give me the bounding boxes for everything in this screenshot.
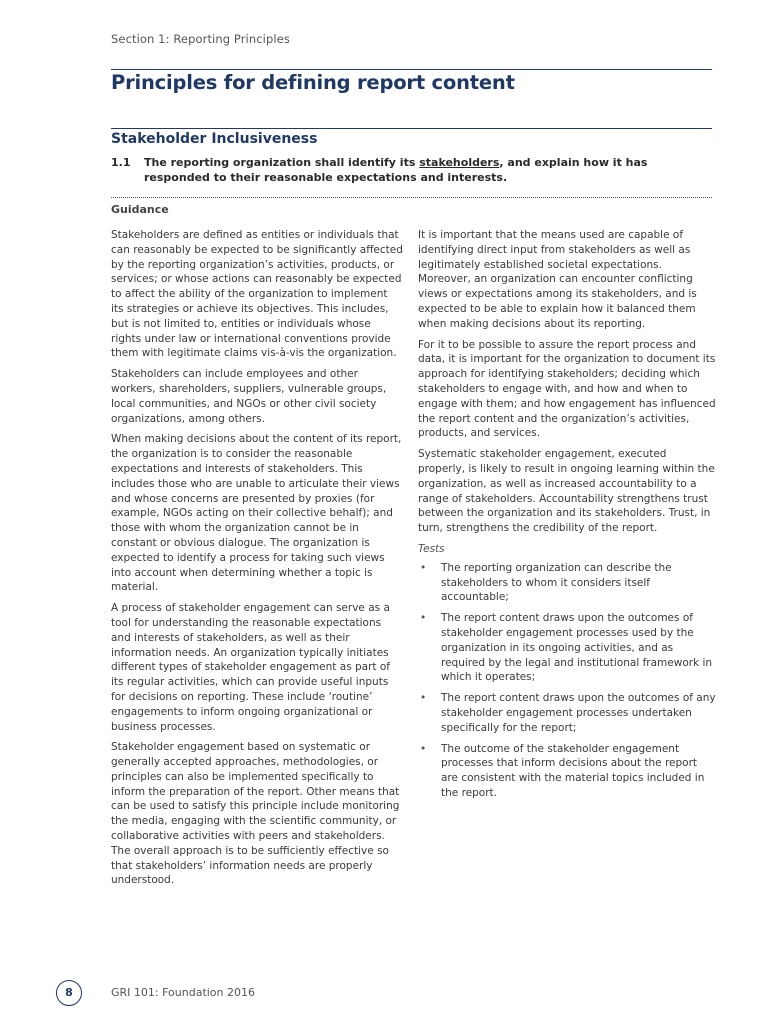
bullet-icon: •: [420, 561, 427, 574]
paragraph: A process of stakeholder engagement can serve as a tool for understanding the reasonable expectations and interests of stakeholders, as well as their information needs. An organization typically initiates different types of stakeholder engagement as part of its regular activities, which can provide useful inputs for decisions on reporting. These include ‘routine’ engagements to inform ongoing organizational or business processes.: [111, 602, 390, 733]
requirement-number: 1.1: [111, 156, 131, 169]
test-item: [418, 691, 716, 735]
test-item: [418, 561, 716, 605]
subtitle-rule: [111, 128, 712, 129]
title-rule: [111, 69, 712, 70]
test-text: The report content draws upon the outcomes of any stakeholder engagement processes undertaken specifically for the report;: [441, 692, 716, 734]
bullet-icon: •: [420, 612, 427, 625]
tests-list: [418, 561, 716, 801]
test-item: [418, 742, 716, 801]
guidance-label: Guidance: [111, 203, 169, 216]
test-text: The reporting organization can describe the stakeholders to whom it considers itself accountable;: [441, 561, 672, 604]
paragraph: Stakeholders are defined as entities or individuals that can reasonably be expected to be significantly affected by the reporting organization’s activities, products, or services; or whose actions can reasonably be expected to affect the ability of the organization to implement its strategies or achieve its objectives. This includes, but is not limited to, entities or individuals whose rights under law or international conventions provide them with legitimate claims vis-à-vis the organization.: [111, 229, 403, 360]
requirement-text-before: The reporting organization shall identify its: [144, 156, 420, 169]
paragraph: It is important that the means used are capable of identifying direct input from stakeholders as well as legitimately established societal expectations. Moreover, an organization can encounter conflicting views or expectations among its stakeholders, and is expected to be able to explain how it balanced them when making decisions about its reporting.: [418, 229, 697, 330]
tests-label: Tests: [418, 542, 445, 555]
test-text: The outcome of the stakeholder engagement processes that inform decisions about the report are consistent with the material topics included in the report.: [441, 742, 705, 799]
guidance-divider: [111, 197, 712, 198]
page-number-badge: 8: [56, 980, 82, 1006]
bullet-icon: •: [420, 692, 427, 705]
test-item: [418, 611, 716, 685]
left-column: [111, 228, 403, 894]
footer-text: GRI 101: Foundation 2016: [111, 986, 255, 999]
paragraph: When making decisions about the content of its report, the organization is to consider the reasonable expectations and interests of stakeholders. This includes those who are unable to articulate their views and whose concerns are presented by proxies (for example, NGOs acting on their collective behalf); and those with whom the organization cannot be in constant or obvious dialogue. The organization is expected to identify a process for taking such views into account when determining whether a topic is material.: [111, 433, 402, 594]
paragraph: Stakeholders can include employees and other workers, shareholders, suppliers, vulnerable groups, local communities, and NGOs or other civil society organizations, among others.: [111, 368, 387, 425]
page-title: Principles for defining report content: [111, 71, 515, 94]
paragraph: Stakeholder engagement based on systematic or generally accepted approaches, methodologies, or principles can also be implemented specifically to inform the preparation of the report. Other means that can be used to satisfy this principle include monitoring the media, engaging with the scientific community, or collaborative activities with peers and stakeholders. The overall approach is to be sufficiently effective so that stakeholders’ information needs are properly understood.: [111, 741, 400, 887]
section-subtitle: Stakeholder Inclusiveness: [111, 131, 318, 147]
right-column: [418, 228, 716, 807]
requirement-text: [144, 155, 689, 185]
paragraph: For it to be possible to assure the report process and data, it is important for the organization to document its approach for identifying stakeholders; deciding which stakeholders to engage with, and how and when to engage with them; and how engagement has influenced the report content and the organization’s activities, products, and services.: [418, 338, 716, 440]
section-label: Section 1: Reporting Principles: [111, 32, 290, 46]
test-text: The report content draws upon the outcomes of stakeholder engagement processes used by the organization in its ongoing activities, and as required by the legal and institutional framework in which it operates;: [441, 612, 713, 684]
requirement-text-after: , and explain how it has responded to their reasonable expectations and interests.: [144, 156, 648, 184]
bullet-icon: •: [420, 742, 427, 755]
stakeholders-link[interactable]: stakeholders: [419, 156, 500, 169]
paragraph: Systematic stakeholder engagement, executed properly, is likely to result in ongoing learning within the organization, as well as increased accountability to a range of stakeholders. Accountability strengthens trust between the organization and its stakeholders. Trust, in turn, strengthens the credibility of the report.: [418, 448, 715, 535]
